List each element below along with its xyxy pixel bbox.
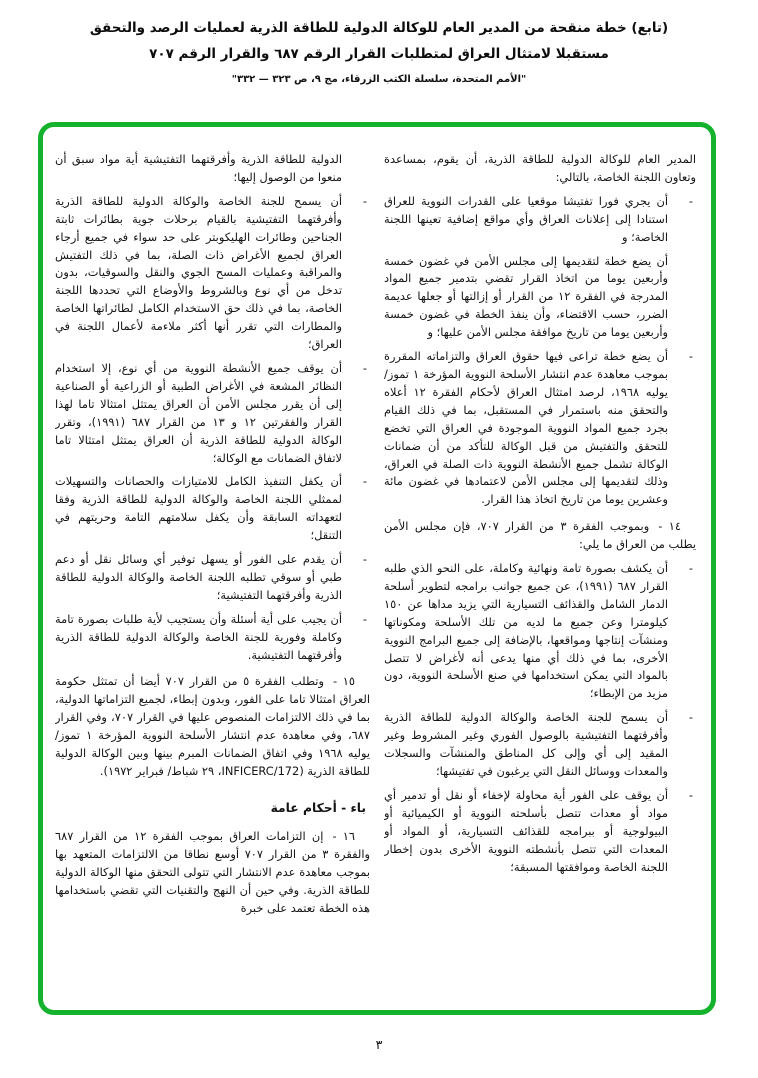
bullet-dash: - — [362, 474, 367, 489]
bullet-continuation — [384, 253, 696, 343]
numbered-paragraph — [384, 518, 696, 554]
bullet-item — [55, 551, 370, 605]
bullet-item — [55, 611, 370, 665]
paragraph-number: ١٤ - — [658, 519, 682, 534]
bullet-item — [384, 787, 696, 877]
column-left — [55, 151, 370, 1002]
bullet-dash: - — [688, 193, 693, 208]
bullet-text: أن يسمح للجنة الخاصة والوكالة الدولية للطاقة الذرية وأفرقتهما التفتيشية بالقيام برحلات جوية بطائرات ثابتة الجناحين وطائرات الهليكوبتر على حد سواء في جميع أرجاء العراق لجميع الأغراض ذات الصلة، بما في ذلك التفتيش والمراقبة وعمليات المسح الجوي والنقل والسوقيات، بدون تدخل من أي نوع وبالشروط والأوضاع التي تحددها اللجنة الخاصة، بما في ذلك حق الاستخدام الكامل لطائراتها الخاصة والمطارات التي تقرر أنها أكثر ملاءمة لأعمال اللجنة في العراق؛ — [55, 193, 342, 352]
bullet-text: أن يكفل التنفيذ الكامل للامتيازات والحصانات والتسهيلات لممثلي اللجنة الخاصة والوكالة الدولية للطاقة الذرية وفقا لتعهداته السابقة وأن يكفل سلامتهم التامة وحريتهم في التنقل؛ — [55, 474, 342, 543]
header-source-citation: "الأمم المتحدة، سلسلة الكتب الزرقاء، مج ٩، ص ٣٢٣ — ٣٣٢" — [231, 74, 527, 86]
bullet-dash: - — [688, 349, 693, 364]
bullet-dash: - — [362, 552, 367, 567]
bullet-dash: - — [688, 710, 693, 725]
bullet-text: الدولية للطاقة الذرية وأفرقتهما التفتيشية أية مواد سبق أن منعوا من الوصول إليها؛ — [55, 152, 342, 184]
column-right — [384, 151, 696, 1002]
bullet-dash: - — [362, 193, 367, 208]
bullet-text: أن يضع خطة تراعى فيها حقوق العراق والتزاماته المقررة بموجب معاهدة عدم انتشار الأسلحة النووية المؤرخة ١ تموز/يوليه ١٩٦٨، لرصد امتثال العراق لأحكام الفقرة ١٢ أعلاه والتحقق منه باستمرار في المستقبل، بما في ذلك القيام بجرد جميع المواد النووية الموجودة في العراق التي تخضع للتحقق والتفتيش من قبل الوكالة للتأكد من أن ضمانات الوكالة تشمل جميع الأنشطة النووية ذات الصلة في العراق، وذلك لتقديمها إلى مجلس الأمن لاعتمادها في غضون مائة وعشرين يوما من تاريخ اتخاذ هذا القرار. — [384, 349, 668, 507]
bullet-continuation — [55, 151, 370, 187]
bullet-item — [55, 193, 370, 354]
bullet-item — [384, 348, 696, 509]
bullet-text: أن يكشف بصورة تامة ونهائية وكاملة، على النحو الذي طلبه القرار ٦٨٧ (١٩٩١)، عن جميع جوانب برامجه لتطوير أسلحة الدمار الشامل والقذائف التسيارية التي يزيد مداها عن ١٥٠ كيلومترا وعن جميع ما لديه من تلك الأسلحة ومكوناتها ومنشآت إنتاجها ومواقعها، بالإضافة إلى جميع البرامج النووية الأخرى، بما في ذلك أي منها يدعى أنه لأغراض لا تتصل بالمواد التي يمكن استخدامها في صنع الأسلحة النووية، دون مزيد من الإبطاء؛ — [384, 561, 668, 701]
section-heading: باء - أحكام عامة — [270, 800, 366, 815]
bullet-dash: - — [688, 787, 693, 802]
paragraph-text: المدير العام للوكالة الدولية للطاقة الذرية، أن يقوم، بمساعدة وتعاون اللجنة الخاصة، بالتالي: — [384, 152, 696, 184]
bullet-item — [384, 193, 696, 247]
bullet-text: أن يوقف جميع الأنشطة النووية من أي نوع، إلا استخدام النظائر المشعة في الأغراض الطبية أو الزراعية أو الصناعية إلى أن يقرر مجلس الأمن أن العراق يمتثل امتثالا تاما لهذا القرار والفقرتين ١٢ و ١٣ من القرار ٦٨٧ (١٩٩١)، وتقرر الوكالة الدولية للطاقة الذرية أن العراق يمتثل امتثالا تاما لاتفاق الضمانات مع الوكالة؛ — [55, 360, 342, 465]
bullet-text: أن يضع خطة لتقديمها إلى مجلس الأمن في غضون خمسة وأربعين يوما من اتخاذ القرار تقضي بتدمير جميع المواد المدرجة في الفقرة ١٢ من القرار أو إزالتها أو جعلها عديمة الضرر، حسب الاقتضاء، وأن ينفذ الخطة في غضون خمسة وأربعين يوما من تاريخ موافقة مجلس الأمن عليها؛ و — [384, 253, 669, 340]
bullet-text: أن يقدم على الفور أو يسهل توفير أي وسائل نقل أو دعم طبي أو سوقي تطلبه اللجنة الخاصة والوكالة الدولية للطاقة الذرية وأفرقتهما التفتيشية؛ — [55, 552, 342, 602]
bullet-dash: - — [362, 611, 367, 626]
bullet-text: أن يجري فورا تفتيشا موقعيا على القدرات النووية للعراق استنادا إلى إعلانات العراق وأي مواقع إضافية تعينها اللجنة الخاصة؛ و — [384, 193, 668, 244]
paragraph-text: وبموجب الفقرة ٣ من القرار ٧٠٧، فإن مجلس الأمن يطلب من العراق ما يلي: — [384, 519, 696, 552]
page-number: ٣ — [375, 1037, 383, 1052]
bullet-text: أن يسمح للجنة الخاصة والوكالة الدولية للطاقة الذرية وأفرقتهما التفتيشية بالوصول الفوري وغير المشروط وغير المقيد إلى أي وإلى كل المناطق والمنشآت والسجلات والمعدات ووسائل النقل التي يرغبون في تفتيشها؛ — [384, 710, 668, 778]
document-header — [0, 16, 758, 85]
bullet-item — [384, 709, 696, 781]
bullet-dash: - — [362, 360, 367, 375]
paragraph-text: إن التزامات العراق بموجب الفقرة ١٢ من القرار ٦٨٧ والفقرة ٣ من القرار ٧٠٧ أوسع نطاقا من الالتزامات المتعهد بها بموجب معاهدة عدم الانتشار التي تتولى التحقق منها الوكالة الدولية للطاقة الذرية. وفي حين أن النهج والتقنيات التي تقضي باستخدامها هذه الخطة تعتمد على خبرة — [55, 829, 370, 915]
content-frame — [38, 122, 716, 1015]
bullet-dash: - — [688, 561, 693, 576]
bullet-item — [55, 473, 370, 545]
bullet-text: أن يجيب على أية أسئلة وأن يستجيب لأية طلبات بصورة تامة وكاملة وفورية للجنة الخاصة والوكالة الدولية للطاقة الذرية وأفرقتهما التفتيشية. — [55, 611, 342, 662]
numbered-paragraph — [55, 673, 370, 780]
header-title-line2: مستقبلا لامتثال العراق لمتطلبات القرار الرقم ٦٨٧ والقرار الرقم ٧٠٧ — [149, 45, 609, 62]
paragraph-text: وتطلب الفقرة ٥ من القرار ٧٠٧ أيضا أن تمتثل حكومة العراق امتثالا تاما على الفور، وبدون إبطاء، لجميع التزاماتها الدولية، بما في ذلك الالتزامات المنصوص عليها في القرار ٧٠٧، وفي القرار ٦٨٧، وفي معاهدة عدم انتشار الأسلحة النووية المؤرخة ١ تموز/ يوليه ١٩٦٨ وفي اتفاق الضمانات المبرم بينها وبين الوكالة الدولية للطاقة الذرية (INFICERC/172، ٢٩ شباط/ فبراير ١٩٧٢). — [55, 674, 370, 778]
two-column-layout — [43, 127, 711, 1010]
paragraph-number: ١٦ - — [332, 829, 356, 844]
numbered-paragraph — [55, 828, 370, 918]
header-title-line1: (تابع) خطة منقحة من المدير العام للوكالة الدولية للطاقة الذرية لعمليات الرصد والتحقق — [89, 20, 669, 36]
bullet-text: أن يوقف على الفور أية محاولة لإخفاء أو نقل أو تدمير أي مواد أو معدات تتصل بأسلحته النووية أو الكيميائية أو البيولوجية أو ببرامجه للقذائف التسيارية، أو المواد أو المعدات التي تتصل بأنشطته النووية الأخرى بدون إخطار اللجنة الخاصة وموافقتها المسبقة؛ — [384, 787, 668, 874]
paragraph-number: ١٥ - — [332, 674, 356, 689]
bullet-item — [55, 360, 370, 467]
paragraph — [384, 151, 696, 187]
bullet-item — [384, 560, 696, 703]
